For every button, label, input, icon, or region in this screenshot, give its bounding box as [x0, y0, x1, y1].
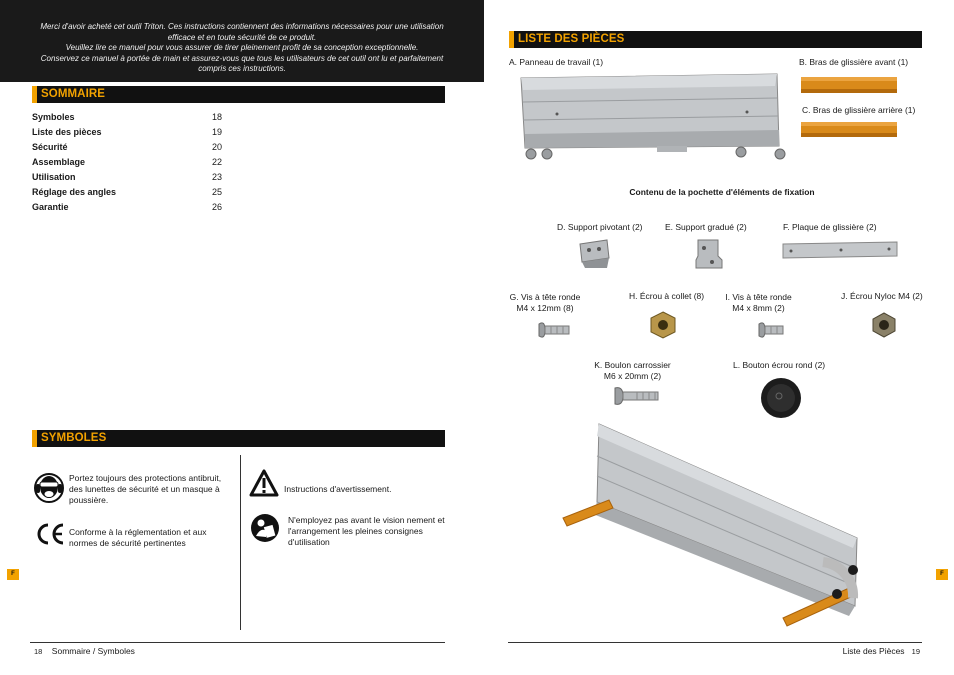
assembled-unit-image	[557, 420, 877, 635]
carriage-bolt-image	[613, 386, 661, 411]
warning-triangle-icon	[249, 469, 279, 502]
ce-mark-icon	[35, 522, 65, 551]
part-l-label: L. Bouton écrou rond (2)	[733, 360, 826, 370]
intro-line: Conservez ce manuel à portée de main et assurez-vous que tous les utilisateurs de cet outil ont lu et parfaitement	[40, 53, 444, 63]
intro-banner	[0, 0, 484, 82]
screw-i-image	[757, 320, 787, 345]
intro-line: Merci d'avoir acheté cet outil Triton. Ces instructions contiennent des informations nécessaires pour une utilisation	[40, 22, 444, 31]
ppe-text: Portez toujours des protections antibruit, des lunettes de sécurité et un masque à poussière.	[69, 473, 222, 505]
toc-row[interactable]	[32, 185, 222, 200]
part-i-label-1: I. Vis à tête ronde	[725, 292, 792, 302]
footer-right	[843, 645, 920, 658]
work-panel-image	[517, 72, 792, 169]
ce-text: Conforme à la réglementation et aux normes de sécurité pertinentes	[69, 527, 207, 548]
toc-page: 20	[211, 142, 222, 152]
toc-row[interactable]	[32, 155, 222, 170]
page-number: 18	[34, 647, 43, 656]
part-d-label: D. Support pivotant (2)	[557, 222, 643, 232]
toc-page: 23	[211, 172, 222, 182]
sommaire-heading: SOMMAIRE	[32, 86, 445, 103]
part-g-label-2: M4 x 12mm (8)	[516, 303, 574, 313]
footer-title: Sommaire / Symboles	[51, 646, 135, 656]
toc-page: 22	[211, 157, 222, 167]
symbols-divider	[240, 455, 241, 630]
toc-label: Sécurité	[32, 142, 68, 152]
side-tab: F	[7, 569, 19, 580]
intro-line: compris ces instructions.	[198, 64, 286, 73]
read-manual-text: N'employez pas avant le vision nement et l'arrangement les pleines consignes d'utilisation	[288, 515, 445, 547]
ppe-head-icon	[34, 472, 64, 509]
part-a-label: A. Panneau de travail (1)	[509, 57, 604, 67]
part-c-label: C. Bras de glissière arrière (1)	[802, 105, 916, 115]
footer-left	[34, 645, 135, 658]
collar-nut-image	[649, 311, 677, 344]
part-b-label: B. Bras de glissière avant (1)	[799, 57, 909, 67]
nyloc-nut-image	[871, 312, 897, 343]
part-g-label-1: G. Vis à tête ronde	[509, 292, 581, 302]
toc-page: 25	[211, 187, 222, 197]
screw-g-image	[537, 320, 571, 345]
part-k-label-1: K. Boulon carrossier	[594, 360, 671, 370]
part-j-label: J. Écrou Nyloc M4 (2)	[841, 291, 923, 301]
right-page	[477, 0, 954, 675]
pivot-bracket-image	[577, 238, 613, 275]
graduated-bracket-image	[692, 238, 726, 275]
front-rail-image	[799, 74, 899, 101]
hardware-bag-title: Contenu de la pochette d'éléments de fixation	[629, 187, 815, 197]
round-knob-image	[759, 376, 803, 425]
toc-page: 26	[211, 202, 222, 212]
symboles-heading: SYMBOLES	[32, 430, 445, 447]
part-e-label: E. Support gradué (2)	[665, 222, 747, 232]
table-of-contents	[32, 110, 222, 215]
intro-line: Veuillez lire ce manuel pour vous assurer de tirer pleinement profit de sa conception exceptionnelle.	[65, 43, 419, 52]
page-number: 19	[911, 647, 920, 656]
toc-row[interactable]	[32, 110, 222, 125]
side-tab: F	[936, 569, 948, 580]
toc-row[interactable]	[32, 170, 222, 185]
slide-plate-image	[781, 240, 901, 267]
part-f-label: F. Plaque de glissière (2)	[783, 222, 877, 232]
toc-label: Réglage des angles	[32, 187, 117, 197]
toc-row[interactable]	[32, 125, 222, 140]
toc-label: Garantie	[32, 202, 69, 212]
toc-row[interactable]	[32, 140, 222, 155]
toc-page: 19	[211, 127, 222, 137]
part-i-label-2: M4 x 8mm (2)	[732, 303, 785, 313]
toc-label: Liste des pièces	[32, 127, 102, 137]
toc-row[interactable]	[32, 200, 222, 215]
toc-label: Utilisation	[32, 172, 76, 182]
toc-label: Assemblage	[32, 157, 86, 167]
read-manual-icon	[250, 513, 280, 548]
part-h-label: H. Écrou à collet (8)	[629, 291, 705, 301]
parts-heading: LISTE DES PIÈCES	[509, 31, 922, 48]
toc-label: Symboles	[32, 112, 75, 122]
intro-line: efficace et en toute sécurité de ce produit.	[167, 32, 317, 42]
footer-rule	[30, 642, 445, 643]
footer-title: Liste des Pièces	[842, 646, 905, 656]
footer-rule	[508, 642, 922, 643]
part-k-label-2: M6 x 20mm (2)	[603, 371, 662, 381]
rear-rail-image	[799, 120, 899, 145]
warning-text: Instructions d'avertissement.	[284, 484, 392, 494]
toc-page: 18	[211, 112, 222, 122]
